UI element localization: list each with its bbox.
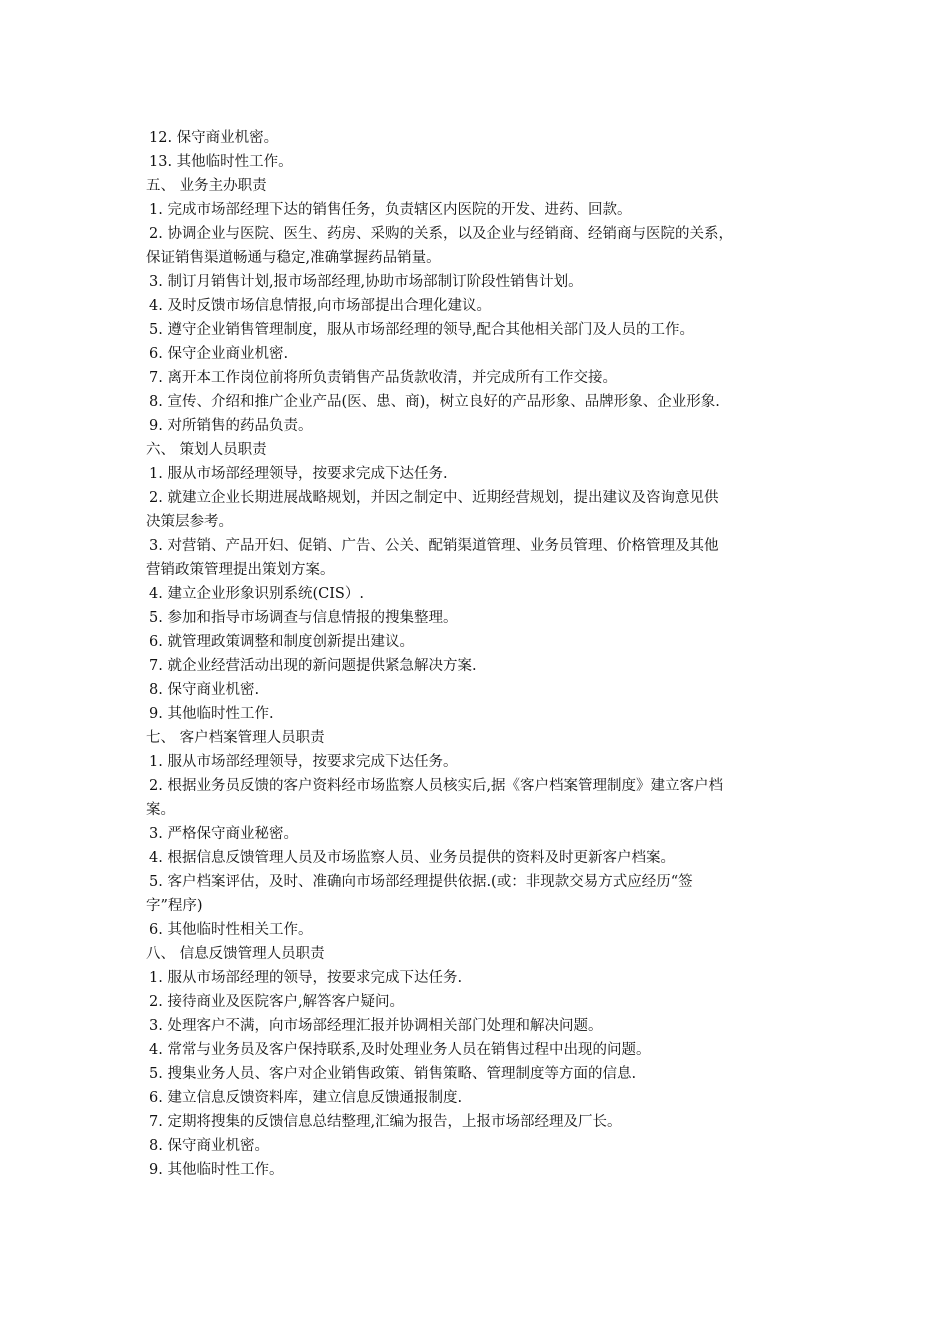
list-item: 2. 接待商业及医院客户,解答客户疑问。 [149,994,405,1010]
list-item: 6. 其他临时性相关工作。 [149,922,313,938]
list-item: 9. 对所销售的药品负责。 [149,418,313,434]
list-item: 7. 离开本工作岗位前将所负责销售产品货款收清，并完成所有工作交接。 [149,370,617,386]
list-item-continuation: 营销政策管理提出策划方案。 [146,562,335,578]
list-item: 13. 其他临时性工作。 [149,154,293,170]
list-item: 12. 保守商业机密。 [149,130,279,146]
list-item: 1. 完成市场部经理下达的销售任务，负责辖区内医院的开发、进药、回款。 [149,202,632,218]
list-item: 2. 就建立企业长期进展战略规划，并因之制定中、近期经营规划，提出建议及咨询意见供 [149,490,719,506]
list-item: 8. 保守商业机密. [149,682,260,698]
list-item: 3. 对营销、产品开妇、促销、广告、公关、配销渠道管理、业务员管理、价格管理及其他 [149,538,719,554]
list-item: 2. 协调企业与医院、医生、药房、采购的关系，以及企业与经销商、经销商与医院的关系， [149,226,733,242]
list-item: 6. 建立信息反馈资料库，建立信息反馈通报制度. [149,1090,463,1106]
section-heading: 八、 信息反馈管理人员职责 [146,946,325,962]
list-item: 3. 制订月销售计划,报市场部经理,协助市场部制订阶段性销售计划。 [149,274,583,290]
list-item: 1. 服从市场部经理领导，按要求完成下达任务。 [149,754,458,770]
list-item: 1. 服从市场部经理的领导，按要求完成下达任务. [149,970,463,986]
list-item: 9. 其他临时性工作. [149,706,274,722]
list-item: 2. 根据业务员反馈的客户资料经市场监察人员核实后,据《客户档案管理制度》建立客户档 [149,778,724,794]
list-item: 5. 遵守企业销售管理制度，服从市场部经理的领导,配合其他相关部门及人员的工作。 [149,322,695,338]
list-item: 7. 定期将搜集的反馈信息总结整理,汇编为报告，上报市场部经理及厂长。 [149,1114,622,1130]
section-heading: 五、 业务主办职责 [146,178,267,194]
list-item: 5. 参加和指导市场调查与信息情报的搜集整理。 [149,610,458,626]
list-item: 4. 及时反馈市场信息情报,向市场部提出合理化建议。 [149,298,492,314]
list-item: 4. 常常与业务员及客户保持联系,及时处理业务人员在销售过程中出现的问题。 [149,1042,651,1058]
list-item: 9. 其他临时性工作。 [149,1162,284,1178]
document-body [146,126,826,1182]
list-item: 5. 客户档案评估，及时、准确向市场部经理提供依据.(或：非现款交易方式应经历“签 [149,874,693,890]
list-item: 6. 就管理政策调整和制度创新提出建议。 [149,634,414,650]
list-item: 3. 严格保守商业秘密。 [149,826,298,842]
list-item: 4. 建立企业形象识别系统(CIS）. [149,586,364,602]
section-heading: 六、 策划人员职责 [146,442,267,458]
list-item-continuation: 案。 [146,802,175,818]
list-item-continuation: 决策层参考。 [146,514,233,530]
list-item: 8. 保守商业机密。 [149,1138,269,1154]
list-item: 4. 根据信息反馈管理人员及市场监察人员、业务员提供的资料及时更新客户档案。 [149,850,675,866]
list-item: 7. 就企业经营活动出现的新问题提供紧急解决方案. [149,658,477,674]
list-item-continuation: 保证销售渠道畅通与稳定,准确掌握药品销量。 [146,250,441,266]
list-item: 3. 处理客户不满，向市场部经理汇报并协调相关部门处理和解决问题。 [149,1018,603,1034]
section-heading: 七、 客户档案管理人员职责 [146,730,325,746]
list-item: 6. 保守企业商业机密. [149,346,289,362]
list-item: 8. 宣传、介绍和推广企业产品(医、患、商)，树立良好的产品形象、品牌形象、企业形象. [149,394,720,410]
list-item: 5. 搜集业务人员、客户对企业销售政策、销售策略、管理制度等方面的信息. [149,1066,637,1082]
list-item-continuation: 字”程序) [146,898,203,914]
list-item: 1. 服从市场部经理领导，按要求完成下达任务. [149,466,448,482]
